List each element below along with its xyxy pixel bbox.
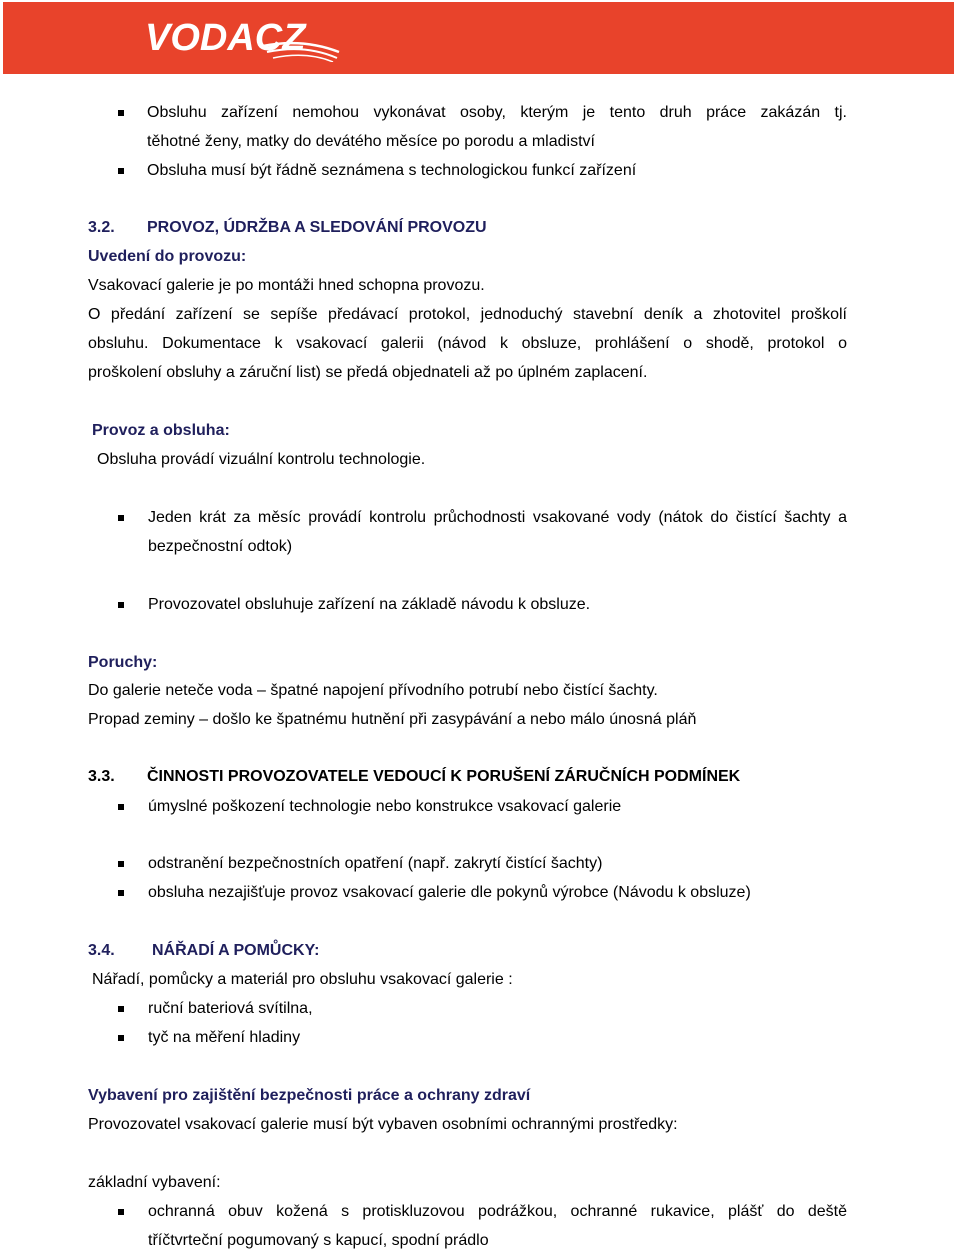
subheading: Uvedení do provozu:: [88, 248, 247, 265]
paragraph: Obsluha provádí vizuální kontrolu technologie.: [97, 451, 426, 468]
vodacz-logo: [143, 16, 343, 62]
section-number: 3.2.: [88, 219, 115, 236]
bullet-icon: [118, 861, 124, 867]
bullet-icon: [118, 110, 124, 116]
subheading: Vybavení pro zajištění bezpečnosti práce a ochrany zdraví: [88, 1087, 531, 1104]
bullet-text: obsluha nezajišťuje provoz vsakovací galerie dle pokynů výrobce (Návodu k obsluze): [148, 884, 751, 901]
section-number: 3.4.: [88, 942, 115, 959]
bullet-text: tyč na měření hladiny: [148, 1029, 301, 1046]
bullet-text: Jeden krát za měsíc provádí kontrolu průchodnosti vsakované vody (nátok do čistící šachty a: [148, 509, 847, 526]
bullet-text-cont: bezpečnostní odtok): [148, 538, 293, 555]
bullet-text: Obsluhu zařízení nemohou vykonávat osoby, kterým je tento druh práce zakázán tj.: [147, 104, 847, 121]
bullet-text: úmyslné poškození technologie nebo konstrukce vsakovací galerie: [148, 798, 622, 815]
section-title: PROVOZ, ÚDRŽBA A SLEDOVÁNÍ PROVOZU: [147, 219, 487, 236]
section-title: NÁŘADÍ A POMŮCKY:: [152, 942, 320, 959]
bullet-icon: [118, 1035, 124, 1041]
bullet-text: Provozovatel obsluhuje zařízení na základě návodu k obsluze.: [148, 596, 591, 613]
bullet-icon: [118, 515, 124, 521]
bullet-icon: [118, 168, 124, 174]
paragraph: Propad zeminy – došlo ke špatnému hutnění při zasypávání a nebo málo únosná pláň: [88, 711, 697, 728]
bullet-icon: [118, 1209, 124, 1215]
bullet-text: odstranění bezpečnostních opatření (např. zakrytí čistící šachty): [148, 855, 603, 872]
paragraph: Vsakovací galerie je po montáži hned schopna provozu.: [88, 277, 485, 294]
paragraph: proškolení obsluhy a záruční list) se předá objednateli až po úplném zaplacení.: [88, 364, 648, 381]
bullet-text-cont: těhotné ženy, matky do devátého měsíce po porodu a mladiství: [147, 133, 595, 150]
subheading: Poruchy:: [88, 654, 158, 671]
bullet-text: ruční bateriová svítilna,: [148, 1000, 313, 1017]
svg-text:VODACZ: VODACZ: [145, 17, 306, 59]
section-title: ČINNOSTI PROVOZOVATELE VEDOUCÍ K PORUŠENÍ ZÁRUČNÍCH PODMÍNEK: [147, 768, 741, 785]
paragraph: obsluhu. Dokumentace k vsakovací galerii (návod k obsluze, prohlášení o shodě, protokol o: [88, 335, 847, 352]
section-number: 3.3.: [88, 768, 115, 785]
subheading: Provoz a obsluha:: [92, 422, 230, 439]
paragraph: Do galerie neteče voda – špatné napojení přívodního potrubí nebo čistící šachty.: [88, 682, 658, 699]
bullet-icon: [118, 1006, 124, 1012]
paragraph: základní vybavení:: [88, 1174, 221, 1191]
paragraph: O předání zařízení se sepíše předávací protokol, jednoduchý stavební deník a zhotovitel proškolí: [88, 306, 847, 323]
paragraph: Nářadí, pomůcky a materiál pro obsluhu vsakovací galerie :: [92, 971, 513, 988]
bullet-text: ochranná obuv kožená s protiskluzovou podrážkou, ochranné rukavice, plášť do deště: [148, 1203, 847, 1220]
bullet-icon: [118, 602, 124, 608]
bullet-text: Obsluha musí být řádně seznámena s technologickou funkcí zařízení: [147, 162, 637, 179]
bullet-icon: [118, 890, 124, 896]
paragraph: Provozovatel vsakovací galerie musí být vybaven osobními ochrannými prostředky:: [88, 1116, 678, 1133]
document-header: [3, 2, 954, 74]
bullet-icon: [118, 804, 124, 810]
bullet-text-cont: tříčtvrteční pogumovaný s kapucí, spodní prádlo: [148, 1232, 489, 1249]
